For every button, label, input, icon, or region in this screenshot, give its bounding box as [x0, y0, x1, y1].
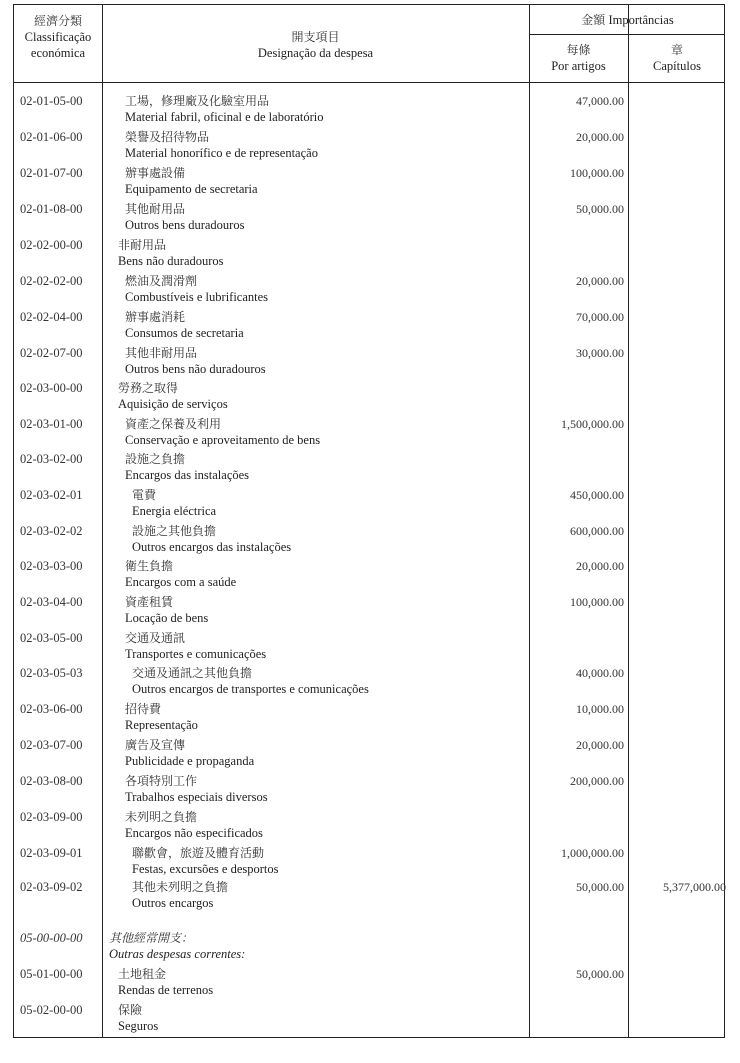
header-divider — [14, 82, 724, 83]
row-label-pt: Encargos das instalações — [125, 468, 250, 482]
row-label-zh: 衛生負擔 — [125, 559, 174, 573]
row-description — [118, 966, 213, 998]
row-amount: 47,000.00 — [576, 94, 624, 108]
row-amount: 50,000.00 — [576, 202, 624, 216]
row-label-zh: 交通及通訊之其他負擔 — [132, 666, 253, 680]
row-amount: 40,000.00 — [576, 666, 624, 680]
row-label-pt: Rendas de terrenos — [118, 983, 214, 997]
row-label-pt: Locação de bens — [125, 611, 209, 625]
row-code: 02-02-07-00 — [20, 346, 83, 360]
row-amount: 50,000.00 — [576, 967, 624, 981]
row-label-pt: Seguros — [118, 1019, 159, 1033]
header-designation — [102, 29, 529, 61]
row-amount: 1,000,000.00 — [561, 846, 624, 860]
row-description — [118, 380, 228, 412]
header-designation-pt: Designação da despesa — [257, 46, 374, 60]
row-description — [125, 165, 258, 197]
row-label-zh: 其他非耐用品 — [125, 346, 198, 360]
row-amount: 20,000.00 — [576, 738, 624, 752]
row-label-pt: Outros encargos das instalações — [132, 540, 292, 554]
row-description — [125, 273, 268, 305]
row-code: 02-01-05-00 — [20, 94, 83, 108]
row-code: 02-03-07-00 — [20, 738, 83, 752]
row-amount: 10,000.00 — [576, 702, 624, 716]
row-label-zh: 設施之其他負擔 — [132, 524, 217, 538]
row-code: 02-03-06-00 — [20, 702, 83, 716]
row-label-zh: 招待費 — [125, 702, 162, 716]
row-code: 02-03-09-01 — [20, 846, 83, 860]
row-label-zh: 燃油及潤滑劑 — [125, 274, 198, 288]
column-divider — [102, 5, 103, 1037]
row-description — [125, 201, 244, 233]
row-amount: 100,000.00 — [570, 595, 624, 609]
header-amount-zh: 金額 — [581, 13, 606, 27]
row-label-zh: 資產租賃 — [125, 595, 174, 609]
row-label-zh: 保險 — [118, 1003, 143, 1017]
row-code: 05-00-00-00 — [20, 931, 83, 945]
row-label-pt: Combustíveis e lubrificantes — [125, 290, 269, 304]
row-label-zh: 設施之負擔 — [125, 452, 186, 466]
header-classification-pt2: económica — [30, 46, 86, 60]
header-chapters-pt: Capítulos — [653, 59, 701, 73]
row-label-pt: Material honorífico e de representação — [125, 146, 318, 160]
row-code: 02-03-09-02 — [20, 880, 83, 894]
row-code: 02-03-03-00 — [20, 559, 83, 573]
row-code: 02-01-07-00 — [20, 166, 83, 180]
row-code: 02-03-04-00 — [20, 595, 83, 609]
row-code: 02-03-01-00 — [20, 417, 83, 431]
row-label-zh: 土地租金 — [118, 967, 167, 981]
row-code: 02-03-09-00 — [20, 810, 83, 824]
header-chapters-zh: 章 — [670, 43, 683, 57]
row-label-zh: 勞務之取得 — [118, 381, 179, 395]
header-amount — [529, 12, 726, 28]
row-description — [109, 930, 245, 962]
header-by-article — [529, 42, 628, 74]
row-description — [125, 701, 198, 733]
row-amount: 20,000.00 — [576, 274, 624, 288]
row-label-pt: Encargos não especificados — [125, 826, 263, 840]
row-code: 02-03-05-00 — [20, 631, 83, 645]
row-amount: 200,000.00 — [570, 774, 624, 788]
row-amount: 20,000.00 — [576, 559, 624, 573]
row-chapter-total: 5,377,000.00 — [663, 880, 726, 894]
row-amount: 30,000.00 — [576, 346, 624, 360]
row-label-zh: 資產之保養及利用 — [125, 417, 222, 431]
row-label-pt: Outras despesas correntes: — [109, 947, 246, 961]
row-label-pt: Consumos de secretaria — [125, 326, 244, 340]
row-description — [132, 487, 216, 519]
row-description — [125, 451, 249, 483]
row-label-pt: Energia eléctrica — [132, 504, 217, 518]
row-code: 02-01-08-00 — [20, 202, 83, 216]
row-description — [125, 594, 208, 626]
row-amount: 50,000.00 — [576, 880, 624, 894]
column-divider — [628, 5, 629, 1037]
amount-header-divider — [529, 34, 724, 35]
row-label-pt: Outros bens não duradouros — [125, 362, 266, 376]
header-classification-zh: 經濟分類 — [33, 14, 82, 28]
row-code: 02-03-02-00 — [20, 452, 83, 466]
row-description — [125, 129, 318, 161]
row-label-pt: Publicidade e propaganda — [125, 754, 255, 768]
row-label-zh: 其他未列明之負擔 — [132, 880, 229, 894]
row-code: 02-02-00-00 — [20, 238, 83, 252]
header-classification-pt1: Classificação — [24, 30, 92, 44]
row-label-pt: Bens não duradouros — [118, 254, 224, 268]
row-amount: 20,000.00 — [576, 130, 624, 144]
row-description — [118, 237, 224, 269]
row-description — [125, 309, 244, 341]
row-label-zh: 辦事處消耗 — [125, 310, 186, 324]
header-by-article-zh: 每條 — [566, 43, 591, 57]
row-description — [132, 879, 228, 911]
header-classification — [14, 13, 102, 61]
row-label-pt: Outros bens duradouros — [125, 218, 245, 232]
row-label-pt: Conservação e aproveitamento de bens — [125, 433, 321, 447]
row-label-zh: 未列明之負擔 — [125, 810, 198, 824]
row-code: 02-03-08-00 — [20, 774, 83, 788]
row-label-pt: Aquisição de serviços — [118, 397, 228, 411]
row-label-pt: Transportes e comunicações — [125, 647, 267, 661]
row-amount: 70,000.00 — [576, 310, 624, 324]
row-label-zh: 其他經常開支： — [109, 931, 194, 945]
header-chapters — [628, 42, 726, 74]
row-label-pt: Representação — [125, 718, 198, 732]
row-label-zh: 工場，修理廠及化驗室用品 — [125, 94, 270, 108]
row-amount: 100,000.00 — [570, 166, 624, 180]
row-code: 02-02-02-00 — [20, 274, 83, 288]
row-code: 02-03-00-00 — [20, 381, 83, 395]
row-description — [132, 665, 369, 697]
header-amount-pt: Importâncias — [608, 13, 674, 27]
row-code: 02-03-05-03 — [20, 666, 83, 680]
row-code: 02-02-04-00 — [20, 310, 83, 324]
row-label-pt: Trabalhos especiais diversos — [125, 790, 268, 804]
row-label-pt: Festas, excursões e desportos — [132, 862, 279, 876]
row-code: 05-02-00-00 — [20, 1003, 83, 1017]
row-label-zh: 交通及通訊 — [125, 631, 186, 645]
row-description — [125, 809, 263, 841]
row-amount: 1,500,000.00 — [561, 417, 624, 431]
row-description — [125, 93, 324, 125]
row-amount: 600,000.00 — [570, 524, 624, 538]
row-label-zh: 其他耐用品 — [125, 202, 186, 216]
row-label-pt: Equipamento de secretaria — [125, 182, 258, 196]
row-label-zh: 辦事處設備 — [125, 166, 186, 180]
row-code: 05-01-00-00 — [20, 967, 83, 981]
column-divider — [529, 5, 530, 1037]
row-amount: 450,000.00 — [570, 488, 624, 502]
row-description — [132, 845, 279, 877]
row-label-zh: 各項特別工作 — [125, 774, 198, 788]
row-description — [125, 737, 254, 769]
row-label-pt: Encargos com a saúde — [125, 575, 237, 589]
row-code: 02-01-06-00 — [20, 130, 83, 144]
row-code: 02-03-02-02 — [20, 524, 83, 538]
row-description — [125, 630, 266, 662]
expense-table — [13, 4, 725, 1038]
row-label-zh: 電費 — [132, 488, 157, 502]
row-label-zh: 榮譽及招待物品 — [125, 130, 210, 144]
row-label-pt: Material fabril, oficinal e de laboratório — [125, 110, 324, 124]
row-description — [118, 1002, 158, 1034]
row-label-pt: Outros encargos — [132, 896, 214, 910]
row-description — [125, 416, 320, 448]
header-designation-zh: 開支項目 — [291, 30, 340, 44]
row-label-zh: 非耐用品 — [118, 238, 167, 252]
header-by-article-pt: Por artigos — [551, 59, 606, 73]
row-label-pt: Outros encargos de transportes e comunicações — [132, 682, 369, 696]
row-description — [125, 773, 268, 805]
row-description — [125, 345, 266, 377]
row-code: 02-03-02-01 — [20, 488, 83, 502]
row-description — [125, 558, 236, 590]
row-label-zh: 廣告及宣傳 — [125, 738, 186, 752]
row-label-zh: 聯歡會，旅遊及體育活動 — [132, 846, 265, 860]
row-description — [132, 523, 291, 555]
